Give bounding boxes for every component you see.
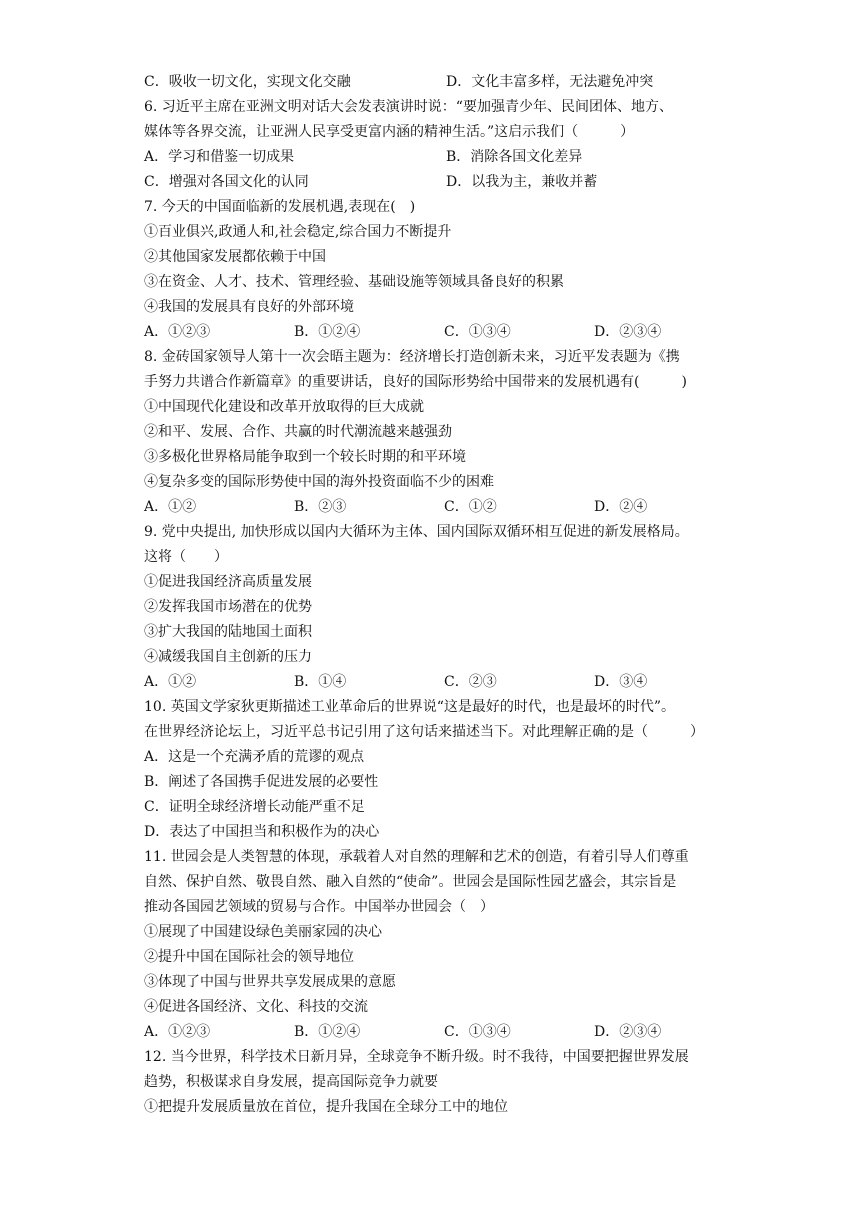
- text-line: ④我国的发展具有良好的外部环境: [144, 299, 354, 315]
- text-line: ②和平、发展、合作、共赢的时代潮流越来越强劲: [144, 424, 452, 440]
- text-line: 10. 英国文学家狄更斯描述工业革命后的世界说“这是最好的时代，也是最坏的时代”。: [144, 699, 676, 715]
- answer-options-row: [144, 320, 744, 345]
- text-line: 9. 党中央提出, 加快形成以国内大循环为主体、国内国际双循环相互促进的新发展格局。: [144, 524, 689, 540]
- answer-option: D．②④: [594, 499, 648, 515]
- exam-page: [144, 70, 744, 1120]
- answer-option: C．①③④: [444, 1024, 511, 1040]
- answer-option: D．③④: [594, 674, 648, 690]
- text-line: 6. 习近平主席在亚洲文明对话大会发表演讲时说：“要加强青少年、民间团体、地方、: [144, 99, 673, 115]
- answer-option: C．①②: [444, 499, 497, 515]
- text-line: ①中国现代化建设和改革开放取得的巨大成就: [144, 399, 424, 415]
- answer-option: D．②③④: [594, 324, 662, 340]
- answer-option: D．②③④: [594, 1024, 662, 1040]
- text-line: ③体现了中国与世界共享发展成果的意愿: [144, 974, 396, 990]
- text-line: ①促进我国经济高质量发展: [144, 574, 312, 590]
- text-line: ③多极化世界格局能争取到一个较长时期的和平环境: [144, 449, 466, 465]
- text-line: 趋势，积极谋求自身发展，提高国际竞争力就要: [144, 1074, 438, 1090]
- answer-options-row: [144, 145, 744, 170]
- text-line: C．证明全球经济增长动能严重不足: [144, 799, 365, 815]
- text-line: B．阐述了各国携手促进发展的必要性: [144, 774, 379, 790]
- answer-option: C．①③④: [444, 324, 511, 340]
- answer-option: A．①②③: [144, 324, 211, 340]
- answer-options-row: [144, 495, 744, 520]
- text-line: ②发挥我国市场潜在的优势: [144, 599, 312, 615]
- answer-option: B．①②④: [294, 324, 361, 340]
- answer-option: B．消除各国文化差异: [446, 149, 583, 165]
- text-line: ④促进各国经济、文化、科技的交流: [144, 999, 368, 1015]
- answer-option: C．增强对各国文化的认同: [144, 174, 309, 190]
- text-line: 这将（ ）: [144, 549, 228, 565]
- text-line: ③扩大我国的陆地国土面积: [144, 624, 312, 640]
- answer-options-row: [144, 70, 744, 95]
- text-line: ①展现了中国建设绿色美丽家园的决心: [144, 924, 382, 940]
- answer-option: B．①④: [294, 674, 347, 690]
- answer-options-row: [144, 170, 744, 195]
- text-line: ④减缓我国自主创新的压力: [144, 649, 312, 665]
- text-line: ②提升中国在国际社会的领导地位: [144, 949, 354, 965]
- text-line: ①把提升发展质量放在首位，提升我国在全球分工中的地位: [144, 1099, 508, 1115]
- text-line: 自然、保护自然、敬畏自然、融入自然的“使命”。世园会是国际性园艺盛会，其宗旨是: [144, 874, 677, 890]
- answer-option: D．以我为主，兼收并蓄: [446, 174, 598, 190]
- text-line: 在世界经济论坛上，习近平总书记引用了这句话来描述当下。对此理解正确的是（ ）: [144, 724, 704, 740]
- answer-option: B．①②④: [294, 1024, 361, 1040]
- answer-option: A．①②: [144, 674, 197, 690]
- text-line: 8. 金砖国家领导人第十一次会晤主题为：经济增长打造创新未来，习近平发表题为《携: [144, 349, 680, 365]
- answer-options-row: [144, 1020, 744, 1045]
- answer-option: A．①②: [144, 499, 197, 515]
- text-line: D．表达了中国担当和积极作为的决心: [144, 824, 380, 840]
- text-line: ①百业俱兴,政通人和,社会稳定,综合国力不断提升: [144, 224, 452, 240]
- answer-option: A．①②③: [144, 1024, 211, 1040]
- answer-options-row: [144, 670, 744, 695]
- answer-option: A．学习和借鉴一切成果: [144, 149, 295, 165]
- text-line: ③在资金、人才、技术、管理经验、基础设施等领域具备良好的积累: [144, 274, 564, 290]
- answer-option: C．吸收一切文化，实现文化交融: [144, 74, 351, 90]
- text-line: 11. 世园会是人类智慧的体现，承载着人对自然的理解和艺术的创造，有着引导人们尊重: [144, 849, 689, 865]
- text-line: 推动各国园艺领域的贸易与合作。中国举办世园会（ ）: [144, 899, 494, 915]
- answer-option: D．文化丰富多样，无法避免冲突: [446, 74, 654, 90]
- answer-option: C．②③: [444, 674, 497, 690]
- text-line: ②其他国家发展都依赖于中国: [144, 249, 326, 265]
- text-line: 7. 今天的中国面临新的发展机遇,表现在( ): [144, 199, 416, 215]
- text-line: ④复杂多变的国际形势使中国的海外投资面临不少的困难: [144, 474, 494, 490]
- text-line: A．这是一个充满矛盾的荒谬的观点: [144, 749, 365, 765]
- text-line: 12. 当今世界，科学技术日新月异，全球竞争不断升级。时不我待，中国要把握世界发展: [144, 1049, 689, 1065]
- text-line: 媒体等各界交流，让亚洲人民享受更富内涵的精神生活。”这启示我们（ ）: [144, 124, 635, 140]
- answer-option: B．②③: [294, 499, 347, 515]
- text-line: 手努力共谱合作新篇章》的重要讲话，良好的国际形势给中国带来的发展机遇有( ): [144, 374, 687, 390]
